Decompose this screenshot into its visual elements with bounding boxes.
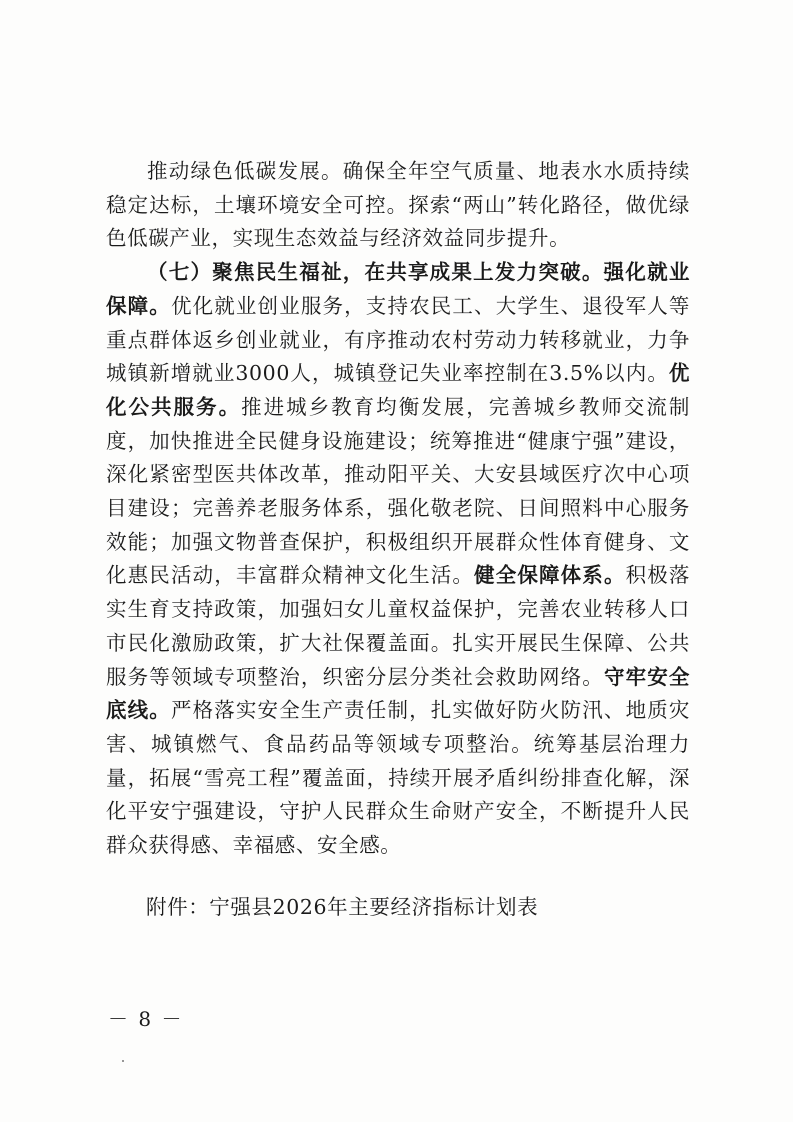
- subheading-safety-bottom-line: 守牢安全底线。: [106, 664, 690, 723]
- text-employment: 优化就业创业服务，支持农民工、大学生、退役军人等重点群体返乡创业就业，有序推动农村劳动力转移就业，力争城镇新增就业3000人，城镇登记失业率控制在3.5%以内。: [106, 293, 690, 386]
- text-public-services: 推进城乡教育均衡发展，完善城乡教师交流制度，加快推进全民健身设施建设；统筹推进“健康宁强”建设，深化紧密型医共体改革，推动阳平关、大安县域医疗次中心项目建设；完善养老服务体系，强化敬老院、日间照料中心服务效能；加强文物普查保护，积极组织开展群众性体育健身、文化惠民活动，丰富群众精神文化生活。: [106, 394, 690, 588]
- scan-speck: [122, 1060, 124, 1062]
- subheading-public-services: 优化公共服务。: [106, 361, 690, 419]
- body-text: [106, 155, 690, 863]
- paragraph-green-development: 推动绿色低碳发展。确保全年空气质量、地表水水质持续稳定达标，土壤环境安全可控。探索“两山”转化路径，做优绿色低碳产业，实现生态效益与经济效益同步提升。: [106, 159, 690, 251]
- attachment-line: 附件：宁强县2026年主要经济指标计划表: [146, 895, 539, 919]
- page-number: － 8 －: [108, 1007, 184, 1031]
- subheading-security-system: 健全保障体系。: [474, 563, 626, 588]
- subheading-employment: 强化就业保障。: [106, 260, 690, 318]
- text-safety-bottom-line: 严格落实安全生产责任制，扎实做好防火防汛、地质灾害、城镇燃气、食品药品等领域专项整治。统筹基层治理力量，拓展“雪亮工程”覆盖面，持续开展矛盾纠纷排查化解，深化平安宁强建设，守护人民群众生命财产安全，不断提升人民群众获得感、幸福感、安全感。: [106, 698, 690, 858]
- text-security-system: 积极落实生育支持政策，加强妇女儿童权益保护，完善农业转移人口市民化激励政策，扩大社保覆盖面。扎实开展民生保障、公共服务等领域专项整治，织密分层分类社会救助网络。: [106, 563, 690, 689]
- paragraph-section-7: [106, 256, 690, 863]
- section-7-heading: （七）聚焦民生福祉，在共享成果上发力突破。: [147, 260, 604, 285]
